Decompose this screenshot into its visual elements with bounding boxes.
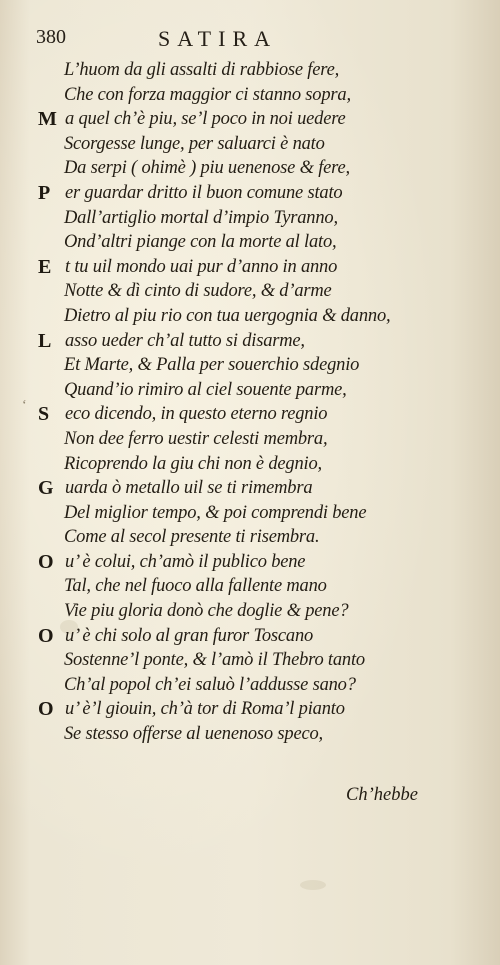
verse-line <box>0 378 500 403</box>
verse-text: Ch’al popol ch’ei saluò l’addusse sano? <box>64 674 356 695</box>
verse-text: Da serpi ( ohimè ) piu uenenose & fere, <box>64 158 350 179</box>
verse-text: Dietro al piu rio con tua uergognia & danno, <box>64 305 391 326</box>
verse-line <box>0 525 500 550</box>
verse-line <box>0 255 500 280</box>
verse-text: t tu uil mondo uai pur d’anno in anno <box>65 256 338 277</box>
margin-mark: ‘ <box>22 398 27 413</box>
verse-text: uarda ò metallo uil se ti rimembra <box>65 478 313 499</box>
verse-line <box>0 599 500 624</box>
verse-text: Non dee ferro uestir celesti membra, <box>64 428 328 449</box>
catchword: Ch’hebbe <box>346 785 418 805</box>
verse-line <box>0 58 500 83</box>
verse-text: u’ è colui, ch’amò il publico bene <box>65 551 306 572</box>
verse-line <box>0 550 500 575</box>
verse-line <box>0 206 500 231</box>
verse-text: Notte & dì cinto di sudore, & d’arme <box>64 281 332 302</box>
verse-text: Tal, che nel fuoco alla fallente mano <box>64 576 327 597</box>
verse-line <box>0 697 500 722</box>
verse-text: u’ è’l giouin, ch’à tor di Roma’l pianto <box>65 699 345 720</box>
verse-text: eco dicendo, in questo eterno regnio <box>65 404 328 425</box>
stanza-initial: E <box>38 255 52 278</box>
verse-line <box>0 304 500 329</box>
verse-line <box>0 673 500 698</box>
verse-line <box>0 722 500 747</box>
verse-text: Ricoprendo la giu chi non è degnio, <box>64 453 322 474</box>
verse-line <box>0 574 500 599</box>
verse-text: Che con forza maggior ci stanno sopra, <box>64 84 351 105</box>
stanza-initial: O <box>38 624 54 647</box>
verse-text: asso ueder ch’al tutto si disarme, <box>65 330 305 351</box>
verse-text: Ond’altri piange con la morte al lato, <box>64 232 337 253</box>
stanza-initial: M <box>38 108 57 131</box>
running-head: SATIRA <box>158 26 278 51</box>
verse-text: Come al secol presente ti risembra. <box>64 527 320 548</box>
verse-line <box>0 83 500 108</box>
stanza-initial: S <box>38 403 49 426</box>
verse-line <box>0 107 500 132</box>
stanza-initial: O <box>38 698 54 721</box>
verse-line <box>0 132 500 157</box>
verse-text: Quand’io rimiro al ciel souente parme, <box>64 379 347 400</box>
stanza-initial: G <box>38 477 54 500</box>
verse-line <box>0 402 500 427</box>
verse-text: a quel ch’è piu, se’l poco in noi uedere <box>65 109 346 130</box>
page-header <box>0 26 500 56</box>
verse-line <box>0 501 500 526</box>
verse-line <box>0 329 500 354</box>
verse-text: Et Marte, & Palla per souerchio sdegnio <box>64 355 360 376</box>
verse-line <box>0 279 500 304</box>
page-number: 380 <box>36 26 66 48</box>
verse-text: Vie piu gloria donò che doglie & pene? <box>64 601 349 622</box>
paper-stain <box>300 880 326 890</box>
verse-text: Del miglior tempo, & poi comprendi bene <box>64 502 367 523</box>
verse-line <box>0 648 500 673</box>
verse-line <box>0 181 500 206</box>
verse-text: Se stesso offerse al uenenoso speco, <box>64 724 323 745</box>
poem-body <box>0 58 500 747</box>
verse-text: er guardar dritto il buon comune stato <box>65 182 343 203</box>
stanza-initial: O <box>38 550 54 573</box>
stanza-initial: P <box>38 181 51 204</box>
verse-line <box>0 452 500 477</box>
verse-text: u’ è chi solo al gran furor Toscano <box>65 625 314 646</box>
verse-text: Scorgesse lunge, per saluarci è nato <box>64 133 325 154</box>
verse-line <box>0 156 500 181</box>
verse-text: Dall’artiglio mortal d’impio Tyranno, <box>64 207 338 228</box>
verse-line <box>0 476 500 501</box>
verse-text: Sostenne’l ponte, & l’amò il Thebro tanto <box>64 650 365 671</box>
verse-line <box>0 624 500 649</box>
verse-line <box>0 353 500 378</box>
verse-line <box>0 230 500 255</box>
verse-text: L’huom da gli assalti di rabbiose fere, <box>64 60 340 80</box>
stanza-initial: L <box>38 329 52 352</box>
verse-line <box>0 427 500 452</box>
